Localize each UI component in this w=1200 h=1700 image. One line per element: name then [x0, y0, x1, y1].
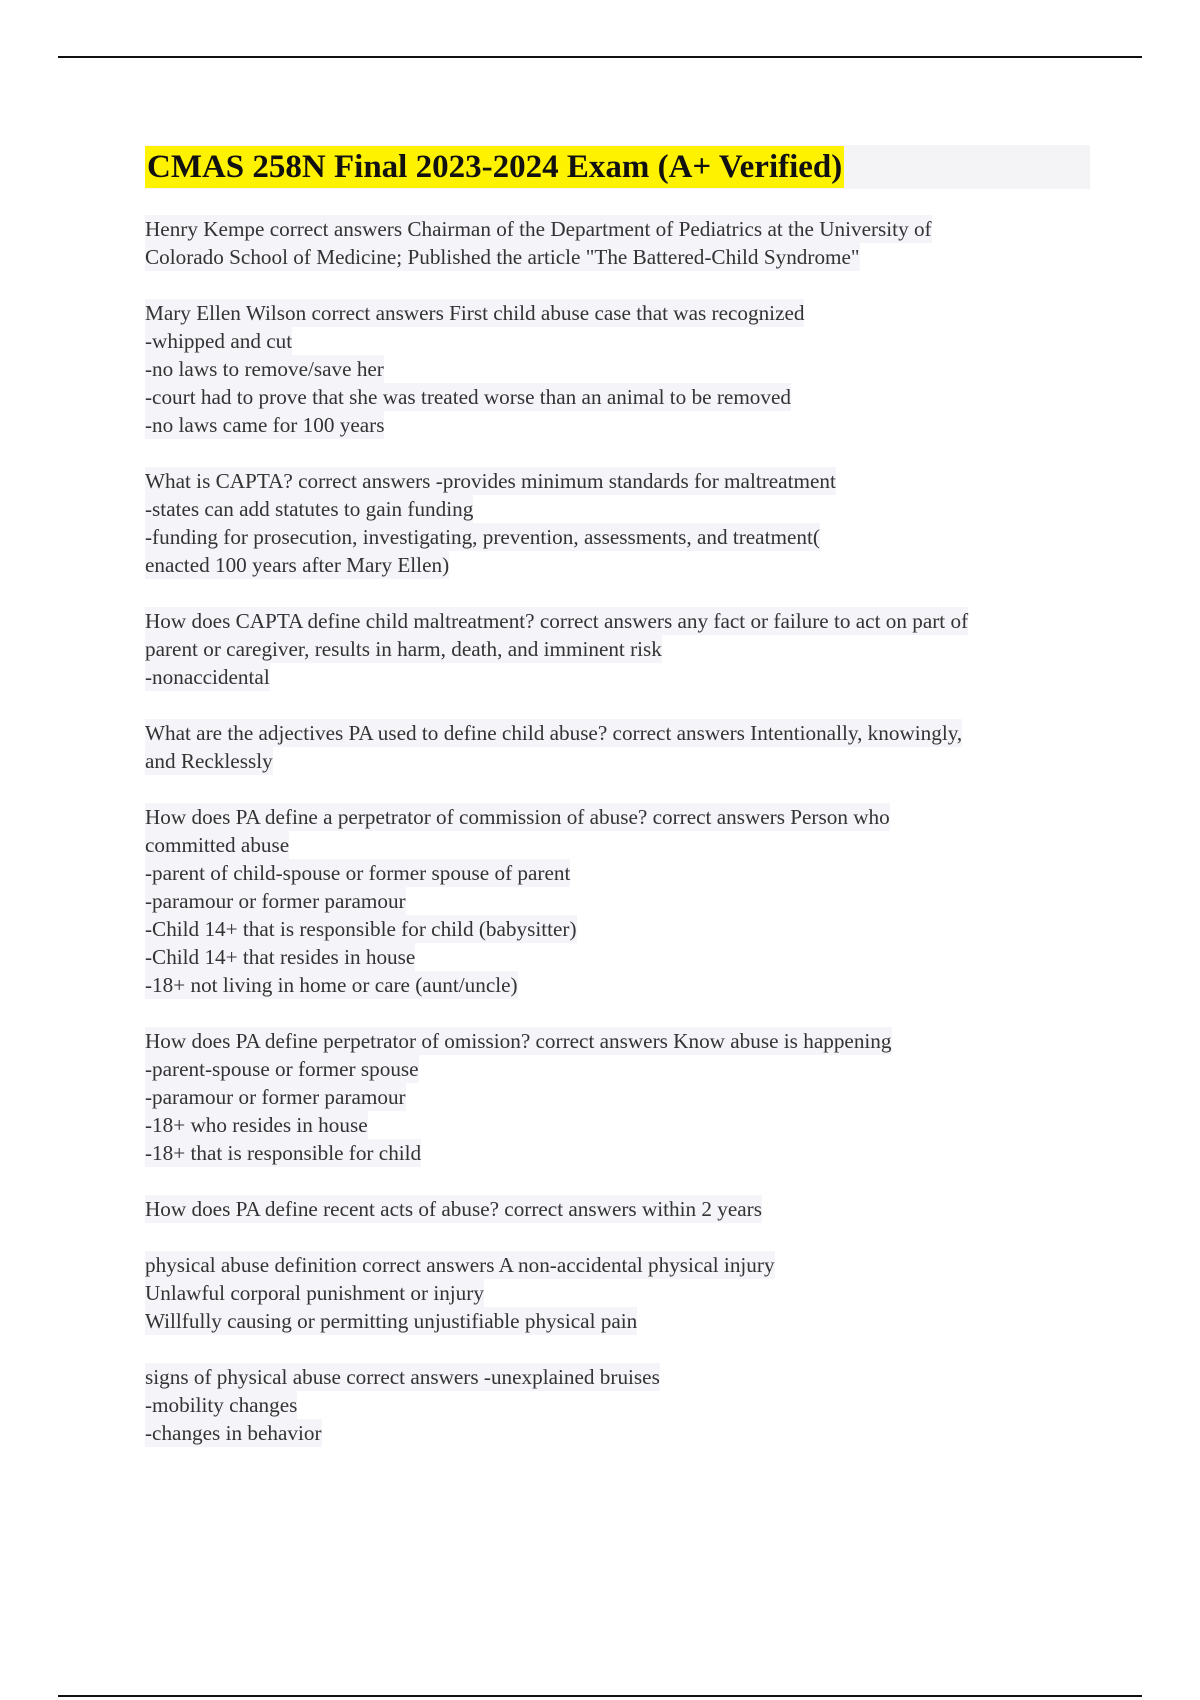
qa-question-line: Henry Kempe correct answers Chairman of the Department of Pediatrics at the University of	[145, 217, 932, 241]
document-page	[145, 145, 1090, 1475]
qa-answer-line: -court had to prove that she was treated worse than an animal to be removed	[145, 385, 791, 409]
qa-question-line: How does PA define recent acts of abuse? correct answers within 2 years	[145, 1197, 762, 1221]
qa-answer-line: -changes in behavior	[145, 1421, 322, 1445]
qa-answer-line: -Child 14+ that is responsible for child (babysitter)	[145, 917, 577, 941]
qa-answer-line: enacted 100 years after Mary Ellen)	[145, 553, 450, 577]
qa-answer-line: committed abuse	[145, 833, 290, 857]
qa-answer-line: and Recklessly	[145, 749, 273, 773]
qa-entry	[145, 1363, 1090, 1447]
qa-entry	[145, 607, 1090, 691]
qa-answer-line: -whipped and cut	[145, 329, 293, 353]
qa-answer-line: -no laws came for 100 years	[145, 413, 385, 437]
qa-answer-line: -mobility changes	[145, 1393, 298, 1417]
qa-answer-line: -18+ that is responsible for child	[145, 1141, 422, 1165]
qa-answer-line: -paramour or former paramour	[145, 889, 406, 913]
qa-question-line: physical abuse definition correct answers A non-accidental physical injury	[145, 1253, 775, 1277]
qa-answer-line: Unlawful corporal punishment or injury	[145, 1281, 484, 1305]
qa-answer-line: -18+ not living in home or care (aunt/uncle)	[145, 973, 518, 997]
qa-answer-line: -paramour or former paramour	[145, 1085, 406, 1109]
qa-entry	[145, 215, 1090, 271]
bottom-rule	[58, 1695, 1142, 1697]
qa-answer-line: Colorado School of Medicine; Published the article "The Battered-Child Syndrome"	[145, 245, 860, 269]
qa-entry	[145, 467, 1090, 579]
qa-answer-line: -parent of child-spouse or former spouse of parent	[145, 861, 571, 885]
qa-entry	[145, 1027, 1090, 1167]
qa-answer-line: Willfully causing or permitting unjustifiable physical pain	[145, 1309, 638, 1333]
qa-answer-line: -funding for prosecution, investigating, prevention, assessments, and treatment(	[145, 525, 820, 549]
qa-question-line: signs of physical abuse correct answers -unexplained bruises	[145, 1365, 660, 1389]
document-title: CMAS 258N Final 2023-2024 Exam (A+ Verified)	[145, 146, 844, 188]
qa-answer-line: -Child 14+ that resides in house	[145, 945, 416, 969]
qa-entry	[145, 1251, 1090, 1335]
qa-question-line: How does PA define a perpetrator of commission of abuse? correct answers Person who	[145, 805, 890, 829]
qa-answer-line: -no laws to remove/save her	[145, 357, 384, 381]
qa-entry	[145, 299, 1090, 439]
qa-answer-line: -states can add statutes to gain funding	[145, 497, 474, 521]
top-rule	[58, 56, 1142, 58]
qa-answer-line: -nonaccidental	[145, 665, 270, 689]
qa-entry	[145, 719, 1090, 775]
qa-question-line: How does CAPTA define child maltreatment? correct answers any fact or failure to act on part of	[145, 609, 969, 633]
qa-question-line: What is CAPTA? correct answers -provides minimum standards for maltreatment	[145, 469, 836, 493]
qa-question-line: What are the adjectives PA used to define child abuse? correct answers Intentionally, knowingly,	[145, 721, 963, 745]
qa-answer-line: -parent-spouse or former spouse	[145, 1057, 419, 1081]
title-band	[145, 145, 1090, 189]
qa-question-line: Mary Ellen Wilson correct answers First child abuse case that was recognized	[145, 301, 805, 325]
qa-list	[145, 215, 1090, 1447]
qa-entry	[145, 803, 1090, 999]
qa-question-line: How does PA define perpetrator of omission? correct answers Know abuse is happening	[145, 1029, 892, 1053]
qa-entry	[145, 1195, 1090, 1223]
qa-answer-line: -18+ who resides in house	[145, 1113, 368, 1137]
qa-answer-line: parent or caregiver, results in harm, death, and imminent risk	[145, 637, 662, 661]
